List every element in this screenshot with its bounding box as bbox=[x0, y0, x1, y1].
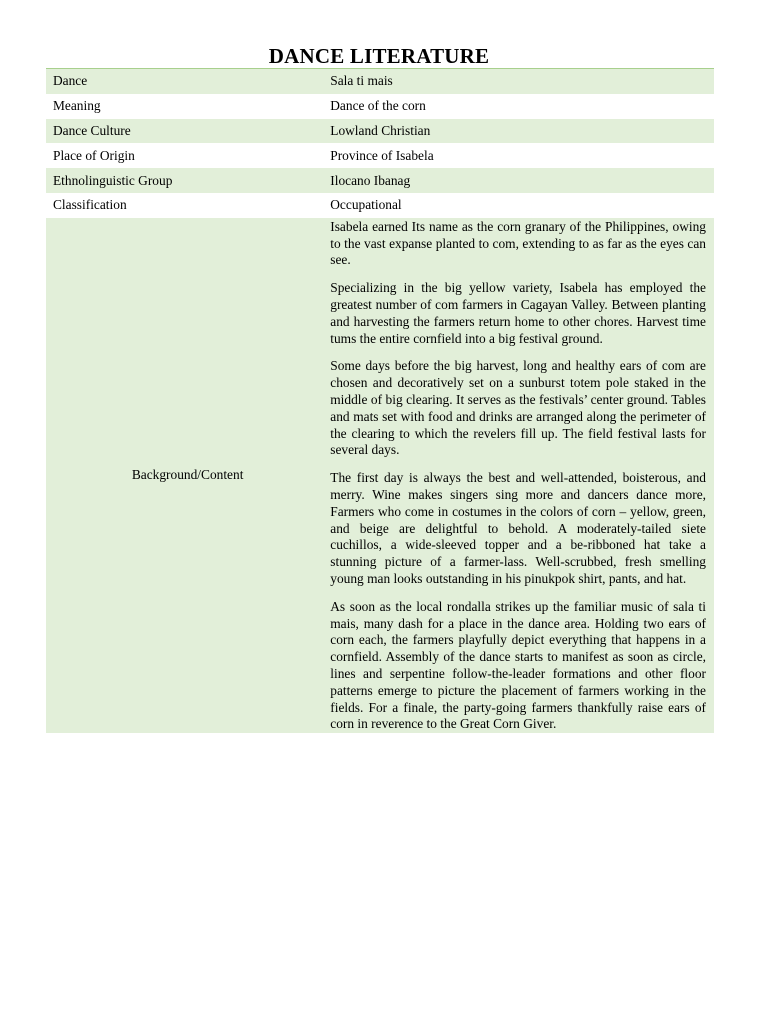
row-value: Occupational bbox=[330, 197, 402, 213]
background-content bbox=[322, 218, 714, 733]
background-paragraph: Specializing in the big yellow variety, Isabela has employed the greatest number of com farmers in Cagayan Valley. Between planting and harvesting the farmers return home to other chores. Harvest time tums the entire cornfield into a big festival ground. bbox=[330, 280, 706, 346]
background-paragraph: The first day is always the best and well-attended, boisterous, and merry. Wine makes singers sing more and dancers dance more, Farmers who come in costumes in the colors of corn – yellow, green, and beige are delightful to behold. A moderately-tailed siete cuchillos, a wide-sleeved topper and a be-ribboned hat take a stunning picture of a farmer-lass. Well-scrubbed, fresh smelling young man looks outstanding in his pinukpok shirt, pants, and hat. bbox=[330, 470, 706, 586]
background-paragraph: As soon as the local rondalla strikes up the familiar music of sala ti mais, many dash for a place in the dance area. Holding two ears of corn each, the farmers playfully depict everything that happens in a cornfield. Assembly of the dance starts to manifest as soon as circle, lines and serpentine follow-the-leader formations and other floor patterns emerge to picture the placement of farmers working in the fields. For a finale, the party-going farmers thankfully raise ears of corn in reverence to the Great Corn Giver. bbox=[330, 598, 706, 732]
table-row-ethnolinguistic-group bbox=[46, 168, 714, 193]
table-row-background bbox=[46, 218, 714, 733]
row-value: Dance of the corn bbox=[330, 98, 426, 114]
row-value: Lowland Christian bbox=[330, 122, 431, 138]
background-paragraph: Some days before the big harvest, long and healthy ears of com are chosen and decoratively set on a sunburst totem pole staked in the middle of big clearing. It serves as the festivals’ center ground. Tables and mats set with food and drinks are arranged along the perimeter of the clearing to which the revelers fill up. The field festival lasts for several days. bbox=[330, 358, 706, 458]
background-label: Background/Content bbox=[131, 467, 244, 483]
row-label: Meaning bbox=[53, 98, 101, 114]
table-row-place-of-origin bbox=[46, 143, 714, 168]
background-paragraph: Isabela earned Its name as the corn granary of the Philippines, owing to the vast expanse planted to com, extending to as far as the eyes can see. bbox=[330, 218, 706, 268]
table-row-classification bbox=[46, 193, 714, 218]
row-value: Province of Isabela bbox=[330, 147, 434, 163]
document-title: DANCE LITERATURE bbox=[268, 44, 490, 68]
row-label: Dance Culture bbox=[53, 122, 131, 138]
row-label: Dance bbox=[53, 73, 88, 89]
row-label: Ethnolinguistic Group bbox=[53, 172, 173, 188]
row-value: Ilocano Ibanag bbox=[330, 172, 411, 188]
row-label: Place of Origin bbox=[53, 147, 135, 163]
row-label: Classification bbox=[53, 197, 127, 213]
table-row-dance-culture bbox=[46, 119, 714, 144]
table-row-meaning bbox=[46, 94, 714, 119]
row-value: Sala ti mais bbox=[330, 73, 393, 89]
dance-info-table bbox=[46, 68, 714, 733]
table-row-dance bbox=[46, 69, 714, 94]
